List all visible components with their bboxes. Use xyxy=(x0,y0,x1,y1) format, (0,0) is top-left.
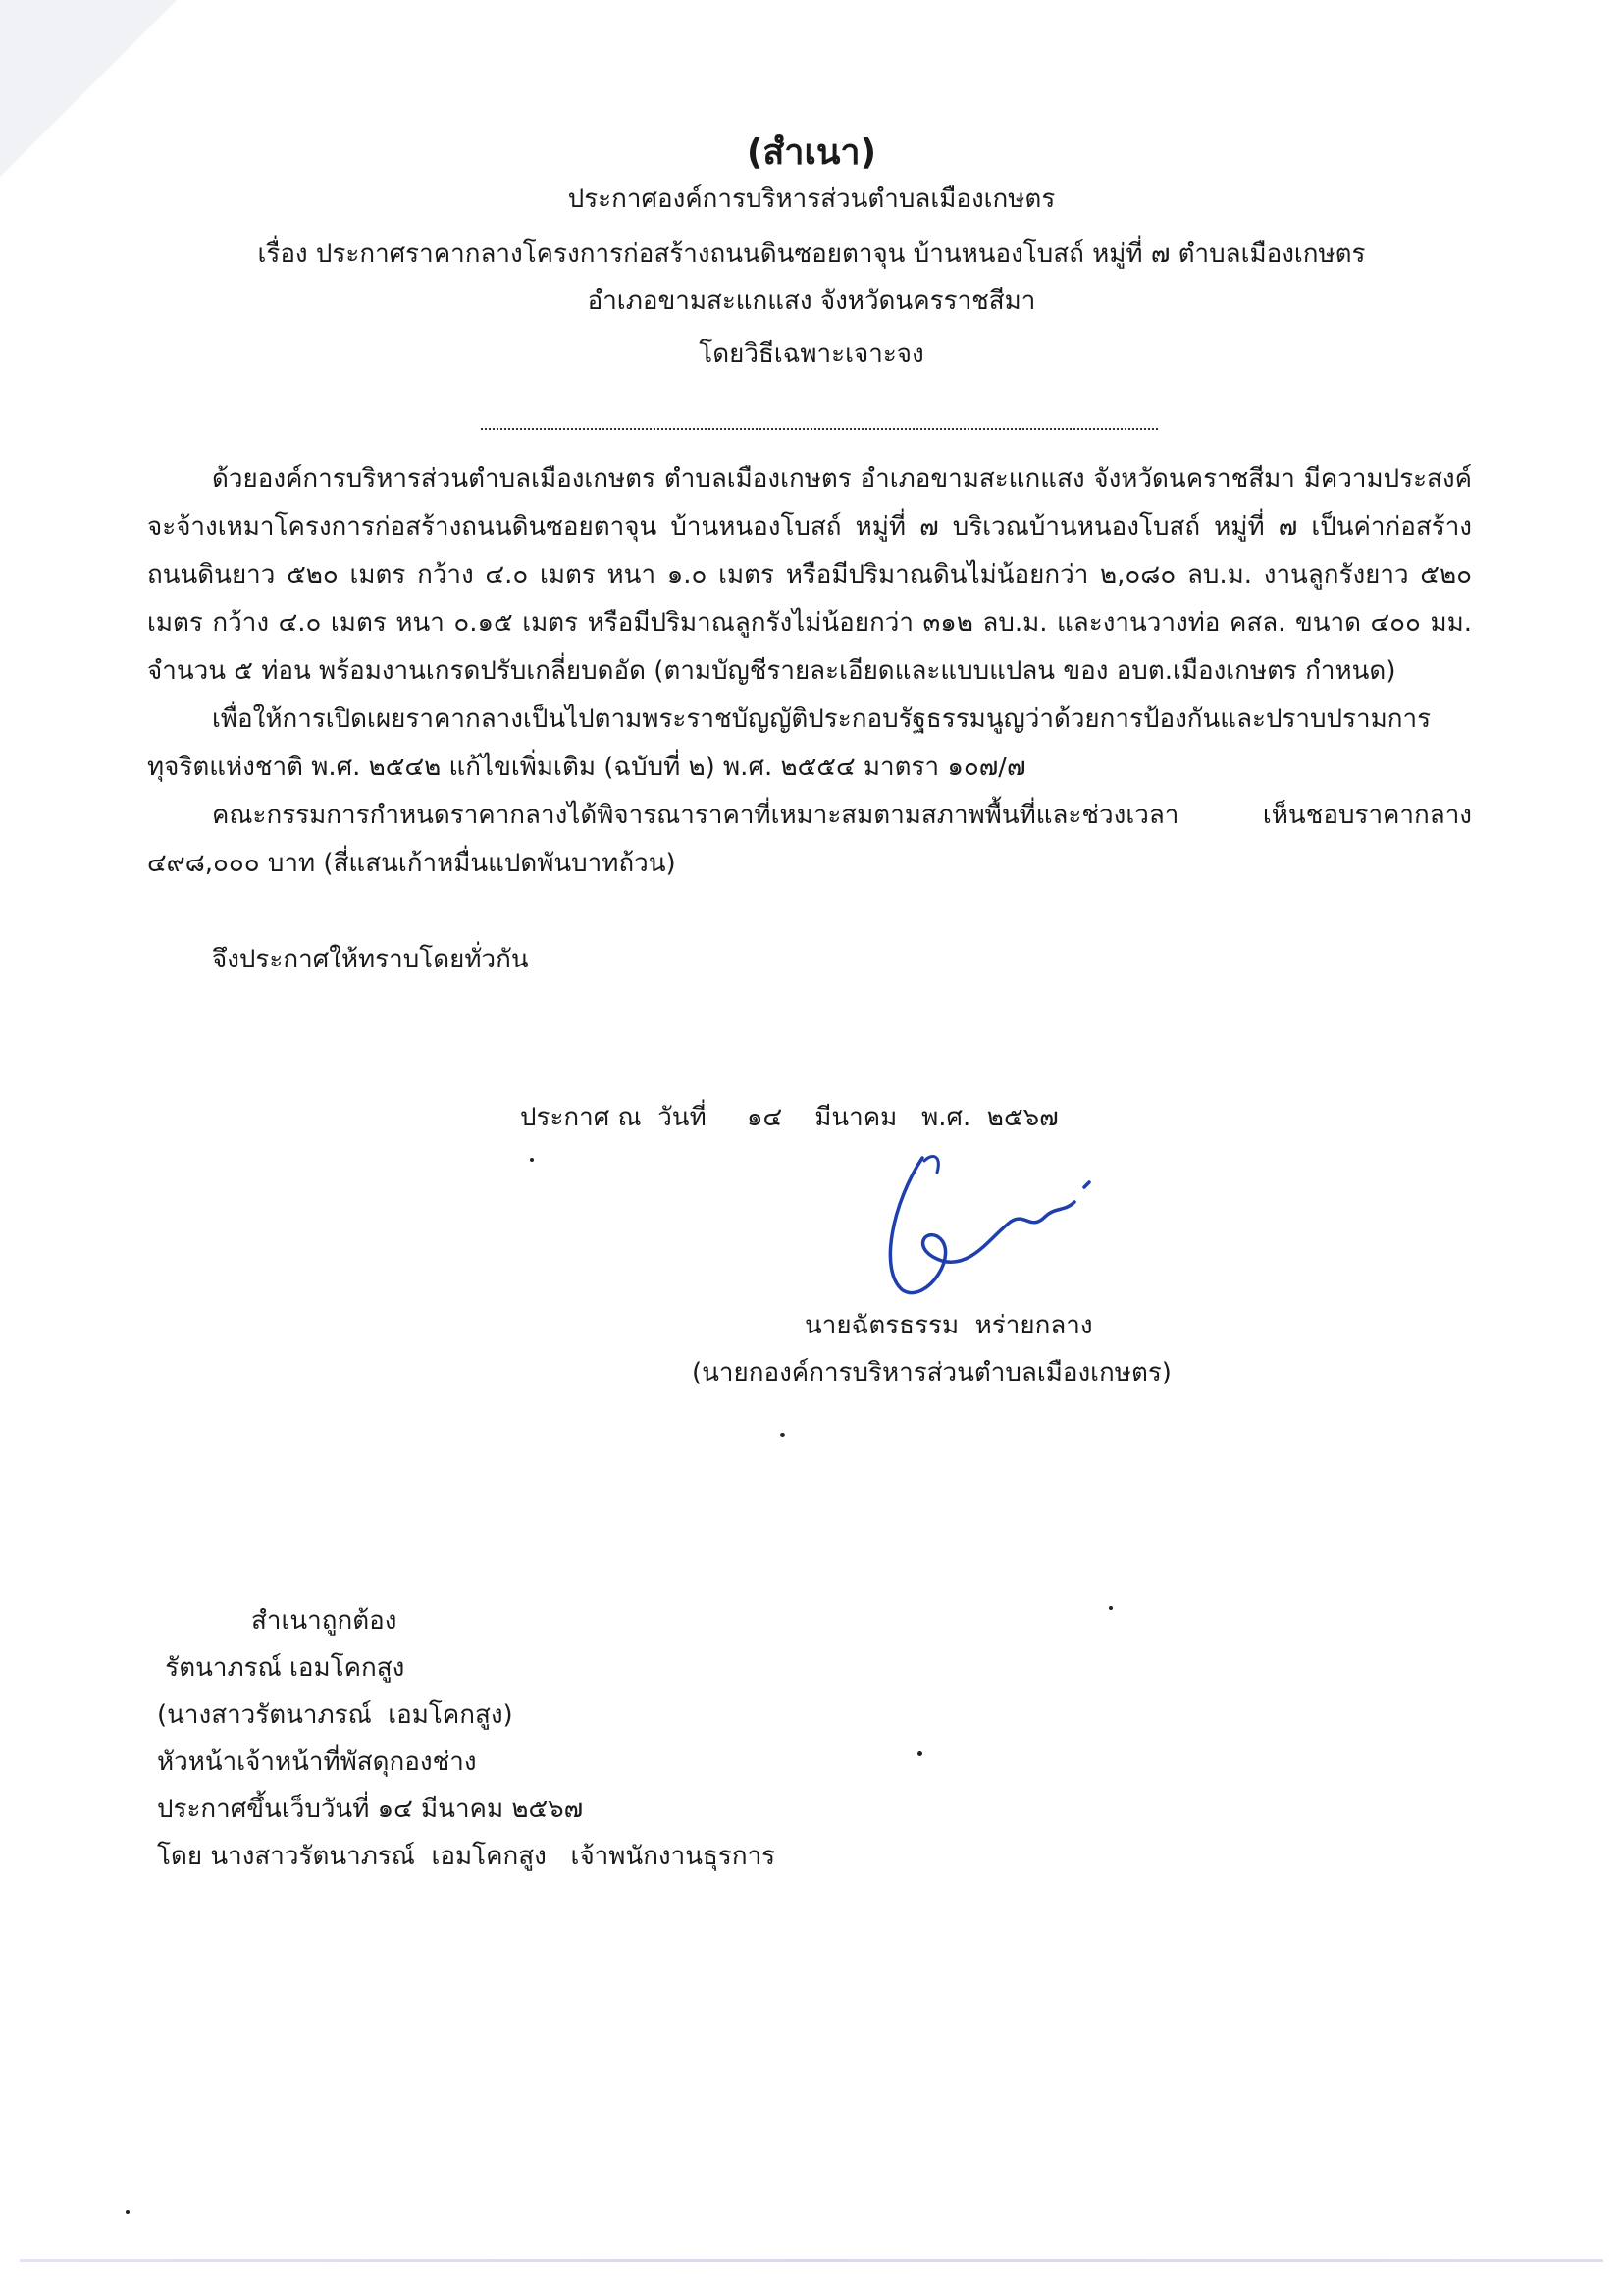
signature-mark xyxy=(883,1143,1119,1310)
scan-speck xyxy=(126,2210,130,2214)
announcement-location: อำเภอขามสะแกแสง จังหวัดนครราชสีมา xyxy=(587,287,1036,316)
certifier-position: หัวหน้าเจ้าหน้าที่พัสดุกองช่าง xyxy=(157,1748,477,1777)
scan-speck xyxy=(917,1751,922,1756)
announcement-subject: เรื่อง ประกาศราคากลางโครงการก่อสร้างถนนดินซอยตาจุน บ้านหนองโบสถ์ หมู่ที่ ๗ ตำบลเมืองเกษตร xyxy=(257,239,1366,269)
announcement-issuer: ประกาศองค์การบริหารส่วนตำบลเมืองเกษตร xyxy=(567,184,1056,214)
signer-name: นายฉัตรธรรม หร่ายกลาง xyxy=(805,1311,1093,1340)
announcement-date: ประกาศ ณ วันที่ ๑๔ มีนาคม พ.ศ. ๒๕๖๗ xyxy=(520,1103,1059,1132)
announcement-body xyxy=(147,455,1472,984)
certified-copy-label: สำเนาถูกต้อง xyxy=(251,1606,397,1636)
body-paragraph-project: ด้วยองค์การบริหารส่วนตำบลเมืองเกษตร ตำบลเมืองเกษตร อำเภอขามสะแกแสง จังหวัดนคราชสีมา มีความประสงค์จะจ้างเหมาโครงการก่อสร้างถนนดินซอยตาจุน บ้านหนองโบสถ์ หมู่ที่ ๗ บริเวณบ้านหนองโบสถ์ หมู่ที่ ๗ เป็นค่าก่อสร้างถนนดินยาว ๕๒๐ เมตร กว้าง ๔.๐ เมตร หนา ๑.๐ เมตร หรือมีปริมาณดินไม่น้อยกว่า ๒,๐๘๐ ลบ.ม. งานลูกรังยาว ๕๒๐ เมตร กว้าง ๔.๐ เมตร หนา ๐.๑๕ เมตร หรือมีปริมาณลูกรังไม่น้อยกว่า ๓๑๒ ลบ.ม. และงานวางท่อ คสล. ขนาด ๔๐๐ มม. จำนวน ๕ ท่อน พร้อมงานเกรดปรับเกลี่ยบดอัด (ตามบัญชีรายละเอียดและแบบแปลน ของ อบต.เมืองเกษตร กำหนด) xyxy=(147,464,1472,686)
certifier-full-name: (นางสาวรัตนาภรณ์ เอมโคกสูง) xyxy=(157,1700,513,1730)
body-paragraph-median-price: คณะกรรมการกำหนดราคากลางได้พิจารณาราคาที่เหมาะสมตามสภาพพื้นที่และช่วงเวลา เห็นชอบราคากลาง ๔๙๘,๐๐๐ บาท (สี่แสนเก้าหมื่นแปดพันบาทถ้วน) xyxy=(147,801,1472,878)
copy-mark: (สำเนา) xyxy=(746,132,877,173)
signer-title: (นายกองค์การบริหารส่วนตำบลเมืองเกษตร) xyxy=(692,1358,1172,1387)
posted-by: โดย นางสาวรัตนาภรณ์ เอมโคกสูง เจ้าพนักงานธุรการ xyxy=(157,1842,776,1871)
certifier-signature-name: รัตนาภรณ์ เอมโคกสูง xyxy=(157,1653,405,1683)
certification-block xyxy=(157,1597,775,1880)
scan-speck xyxy=(1109,1606,1113,1610)
closing-statement: จึงประกาศให้ทราบโดยทั่วกัน xyxy=(212,945,529,974)
dotted-divider xyxy=(481,428,1158,430)
web-posting-date: ประกาศขึ้นเว็บวันที่ ๑๔ มีนาคม ๒๕๖๗ xyxy=(157,1795,584,1824)
scan-speck xyxy=(780,1433,785,1437)
body-paragraph-legal-basis: เพื่อให้การเปิดเผยราคากลางเป็นไปตามพระราชบัญญัติประกอบรัฐธรรมนูญว่าด้วยการป้องกันและปราบปรามการทุจริตแห่งชาติ พ.ศ. ๒๕๔๒ แก้ไขเพิ่มเติม (ฉบับที่ ๒) พ.ศ. ๒๕๕๔ มาตรา ๑๐๗/๗ xyxy=(147,704,1432,782)
announcement-method: โดยวิธีเฉพาะเจาะจง xyxy=(699,339,924,369)
scan-bottom-edge xyxy=(20,2259,1603,2262)
scan-speck xyxy=(530,1158,534,1162)
